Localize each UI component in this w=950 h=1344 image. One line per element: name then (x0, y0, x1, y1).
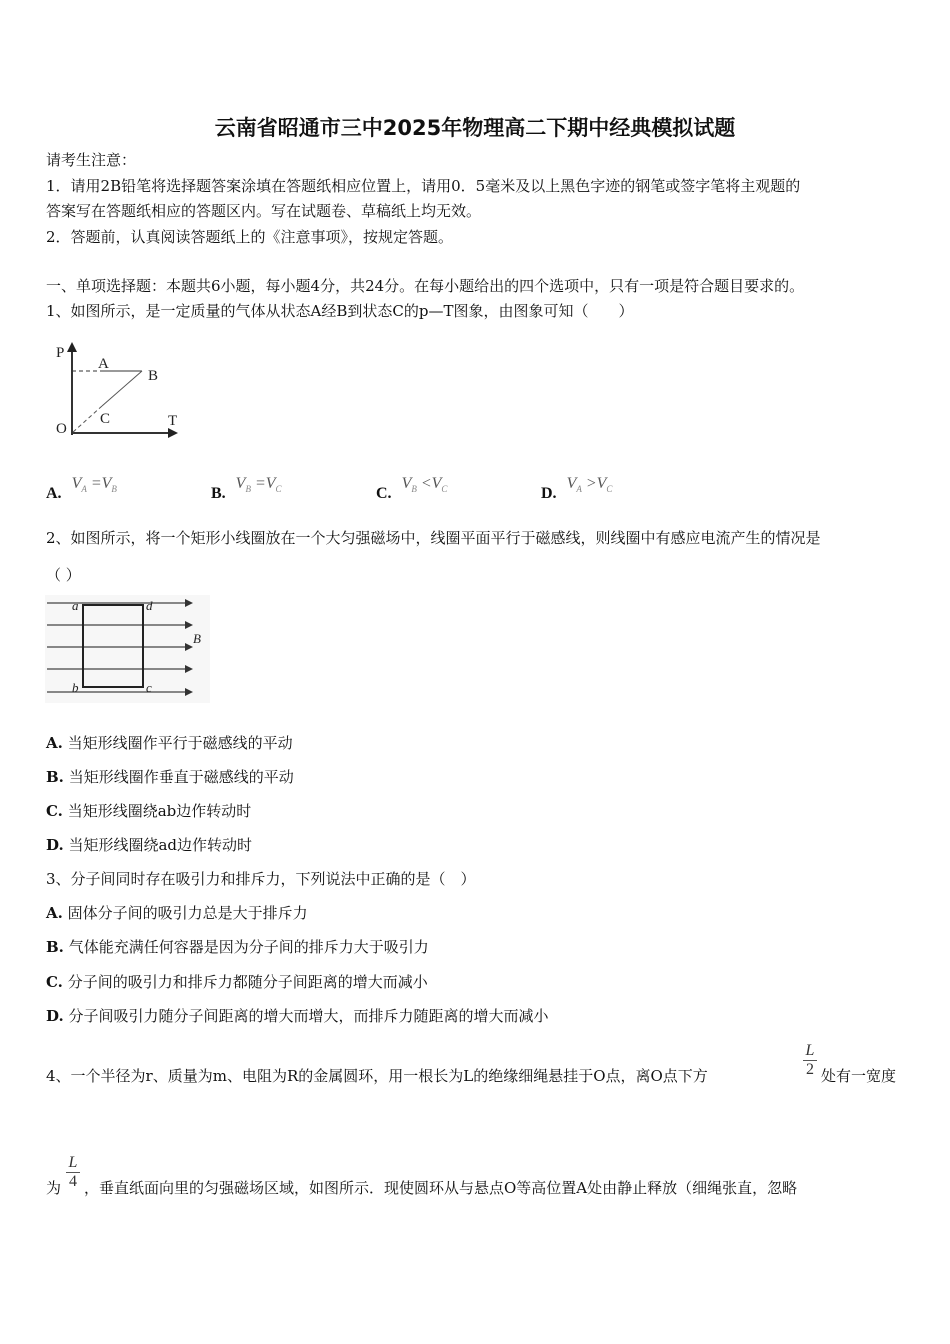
q2-option-b[interactable]: B. 当矩形线圈作垂直于磁感线的平动 (46, 768, 294, 786)
axis-t-label: T (168, 413, 178, 429)
section-heading: 一、单项选择题：本题共6小题，每小题4分，共24分。在每小题给出的四个选项中，只有一项是符合题目要求的。 (46, 277, 805, 295)
point-a-label: A (98, 356, 109, 372)
notice-line-2: 2．答题前，认真阅读答题纸上的《注意事项》，按规定答题。 (46, 228, 454, 246)
q1-option-d[interactable]: $D.V_A >V_C$ (541, 475, 613, 502)
question-4-prefix: 为 (46, 1179, 62, 1197)
point-b-label: B (148, 368, 159, 384)
question-2: 2、如图所示，将一个矩形小线圈放在一个大匀强磁场中，线圈平面平行于磁感线，则线圈中有感应电流产生的情况是 (46, 529, 821, 547)
q3-option-c[interactable]: C. 分子间的吸引力和排斥力都随分子间距离的增大而减小 (46, 973, 428, 991)
q1-option-a[interactable]: $A.V_A =V_B$ (46, 475, 117, 502)
origin-label: O (56, 421, 67, 437)
q2-option-c[interactable]: C. 当矩形线圈绕ab边作转动时 (46, 802, 252, 820)
corner-d-label: d (146, 598, 153, 613)
question-1: 1、如图所示，是一定质量的气体从状态A经B到状态C的p—T图象，由图象可知（ ） (46, 302, 634, 320)
q2-option-d[interactable]: D. 当矩形线圈绕ad边作转动时 (46, 836, 253, 854)
question-4-line-1-end: 处有一宽度 (821, 1067, 897, 1085)
corner-c-label: c (146, 680, 152, 695)
axis-p-label: P (56, 345, 65, 361)
corner-b-label: b (72, 680, 79, 695)
question-4-line-2: ，垂直纸面向里的匀强磁场区域，如图所示．现使圆环从与悬点O等高位置A处由静止释放（细绳张直，忽略 (84, 1179, 798, 1197)
corner-a-label: a (72, 598, 79, 613)
fraction-l-over-2: $\frac{L}{2}$ (803, 1042, 817, 1079)
field-b-label: B (193, 631, 201, 646)
q1-option-c[interactable]: $C.V_B <V_C$ (376, 475, 448, 502)
page-title: 云南省昭通市三中2025年物理高二下期中经典模拟试题 (214, 116, 736, 140)
point-c-label: C (100, 411, 111, 427)
notice-heading: 请考生注意： (46, 151, 137, 169)
notice-line-1-cont: 答案写在答题纸相应的答题区内。写在试题卷、草稿纸上均无效。 (46, 202, 482, 220)
q3-option-d[interactable]: D. 分子间吸引力随分子间距离的增大而增大，而排斥力随距离的增大而减小 (46, 1007, 549, 1025)
q3-option-a[interactable]: A. 固体分子间的吸引力总是大于排斥力 (46, 904, 308, 922)
q3-option-b[interactable]: B. 气体能充满任何容器是因为分子间的排斥力大于吸引力 (46, 938, 429, 956)
q2-option-a[interactable]: A. 当矩形线圈作平行于磁感线的平动 (46, 734, 293, 752)
q1-option-b[interactable]: $B.V_B =V_C$ (211, 475, 282, 502)
question-3: 3、分子间同时存在吸引力和排斥力，下列说法中正确的是（ ） (46, 870, 476, 888)
question-2-paren: （ ） (46, 566, 81, 584)
fraction-l-over-4: $\frac{L}{4}$ (66, 1154, 80, 1191)
notice-line-1: 1．请用2B铅笔将选择题答案涂填在答题纸相应位置上，请用0．5毫米及以上黑色字迹的钢笔或签字笔将主观题的 (46, 177, 801, 195)
coil-in-field-figure (45, 595, 210, 703)
pt-graph-figure (50, 340, 180, 440)
question-4-line-1: 4、一个半径为r、质量为m、电阻为R的金属圆环，用一根长为L的绝缘细绳悬挂于O点，离O点下方 (46, 1067, 708, 1085)
